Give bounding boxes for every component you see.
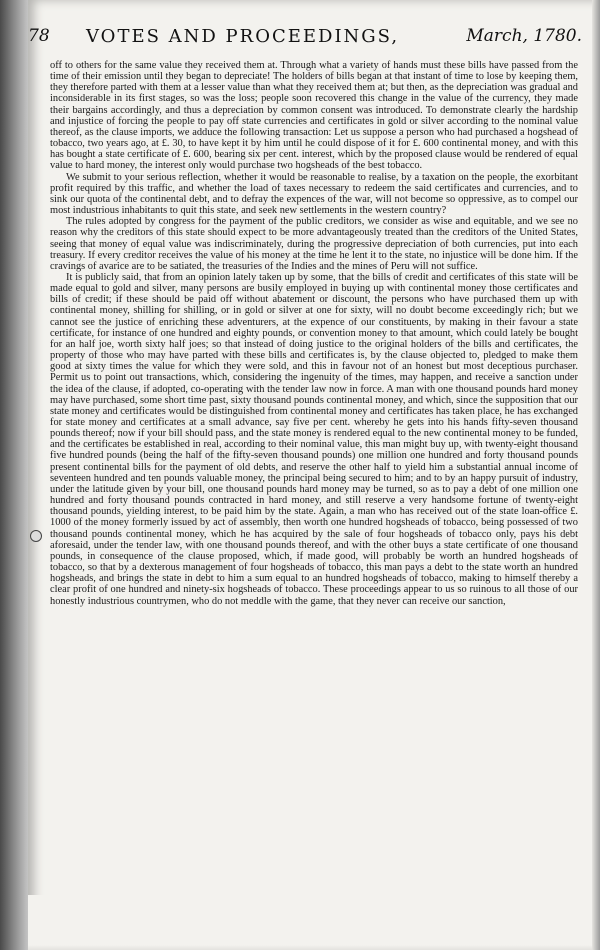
page-number: 78 xyxy=(28,26,50,46)
page-edge-shadow xyxy=(592,0,600,950)
running-head-title: VOTES AND PROCEEDINGS, xyxy=(86,26,400,47)
document-page xyxy=(28,0,600,950)
binding-hole-mark xyxy=(30,530,42,542)
paragraph-taxation: We submit to your serious reflection, whether it would be reasonable to realise, by a taxation on the people, the exorbitant profit required by this traffic, and whether the load of taxes necessary to redeem the said certificates and currencies, and to sink our quota of the continental debt, and to defray the expences of the war, will not become so oppressive, as to compel our most industrious inhabitants to quit this state, and seek new settlements in the western country? xyxy=(50,171,578,217)
paragraph-continuation: off to others for the same value they received them at. Through what a variety of hands must these bills have passed from the time of their emission until they began to depreciate! The holders of bills began at that instant of time to lose by keeping them, they therefore parted with them at a lesser value than what they received them at; but then, as the depreciation was gradual and inconsiderable in its first stages, so was the loss; people soon recovered this change in the value of the currency, they made their bargains accordingly, and thus a depreciation by common consent was introduced. To demonstrate clearly the hardship and injustice of forcing the people to pay off state currencies and certificates in gold or silver according to the nominal value thereof, as the clause imports, we adduce the following transaction: Let us suppose a person who had purchased a hogshead of tobacco, two years ago, at £. 30, to have kept it by him until he could dispose of it for £. 600 continental money, and with this has bought a state certificate of £. 600, bearing six per cent. interest, which by the proposed clause would be rendered of equal value to hard money, the interest only would purchase two hogsheads of the best tobacco. xyxy=(50,60,578,172)
running-head-date: March, 1780. xyxy=(466,26,582,46)
paragraph-speculation: It is publicly said, that from an opinion lately taken up by some, that the bills of credit and certificates of this state will be made equal to gold and silver, many persons are busily employed in buying up with continental money those certificates and bills of credit; if these should be paid off without abatement or discount, the persons who have purchased them up with continental money, shilling for shilling, or in gold or silver at one for sixty, will no doubt become exceedingly rich; but we cannot see the justice of enriching these adventurers, at the expence of our constituents, by making in their favour a state certificate, for instance of one hundred and eighty pounds, or convention money to that amount, which could lately be bought for an half joe, worth sixty half joes; so that instead of doing justice to the original holders of the bills and certificates, the property of those who may have parted with these bills and certificates is, by the clause objected to, pledged to make them good at sixty times the value for which they were sold, and this in favour not of an honest but most deceptious purchaser. Permit us to point out transactions, which, considering the ingenuity of the times, may happen, and receive a sanction under the idea of the clause, if adopted, co-operating with the tender law now in force. A man with one thousand pounds hard money may have purchased, some short time past, sixty thousand pounds continental money, and which, since the supposition that our state money and certificates would be distinguished from continental money and certificates has taken place, he has exchanged for state money and certificates at a small advance, say five per cent. whereby he gets into his hands fifty-seven thousand pounds thereof; now if your bill should pass, and the state money is rendered equal to the new continental money to be funded, and the certificates be established in real, according to their nominal value, this man might buy up, with twenty-eight thousand five hundred pounds (being the half of the fifty-seven thousand pounds) one million one hundred and forty thousand pounds present continental bills for the payment of old debts, and reserve the other half to yield him a substantial annual income of seventeen hundred and ten pounds valuable money, the principal being secured to him; and to by an happy pursuit of industry, under the latitude given by your bill, one thousand pounds hard money may be turned, so as to pay a debt of one million one hundred and forty thousand pounds contracted in hard money, and still reserve a very handsome fortune of twenty-eight thousand pounds, yielding interest, to be paid him by the state. Again, a man who has received out of the state loan-office £. 1000 of the money formerly issued by act of assembly, then worth one hundred hogsheads of tobacco, being possessed of two thousand pounds continental money, which he has acquired by the sale of four hogsheads of tobacco only, pays his debt aforesaid, under the tender law, with one thousand pounds thereof, and with the other buys a state certificate of one thousand pounds, in consequence of the clause proposed, which, if made good, will probably be worth an hundred hogsheads of tobacco, so that by a dexterous management of four hogsheads of tobacco, this man pays a debt to the state worth an hundred hogsheads, and brings the state in debt to him a sum equal to an hundred hogsheads of tobacco, making to himself thereby a clear profit of one hundred and ninety-six hogsheads of tobacco. These proceedings appear to us so ruinous to all those of our honestly industrious countrymen, who do not meddle with the game, that they never can receive our sanction, xyxy=(50,271,578,607)
page-bottom-margin xyxy=(28,895,600,950)
running-head xyxy=(28,26,600,50)
body-text xyxy=(50,60,578,607)
paragraph-congress-rules: The rules adopted by congress for the payment of the public creditors, we consider as wise and equitable, and we see no reason why the creditors of this state should expect to be more advantageously treated than the creditors of the United States, seeing that money of equal value was indiscriminately, during the progressive depreciation of both currencies, put into each treasury. If every creditor receives the value of his money at the time he lent it to the state, no injustice will be done him. If the cravings of avarice are to be satiated, the treasuries of the Indies and the mines of Peru will not suffice. xyxy=(50,216,578,272)
